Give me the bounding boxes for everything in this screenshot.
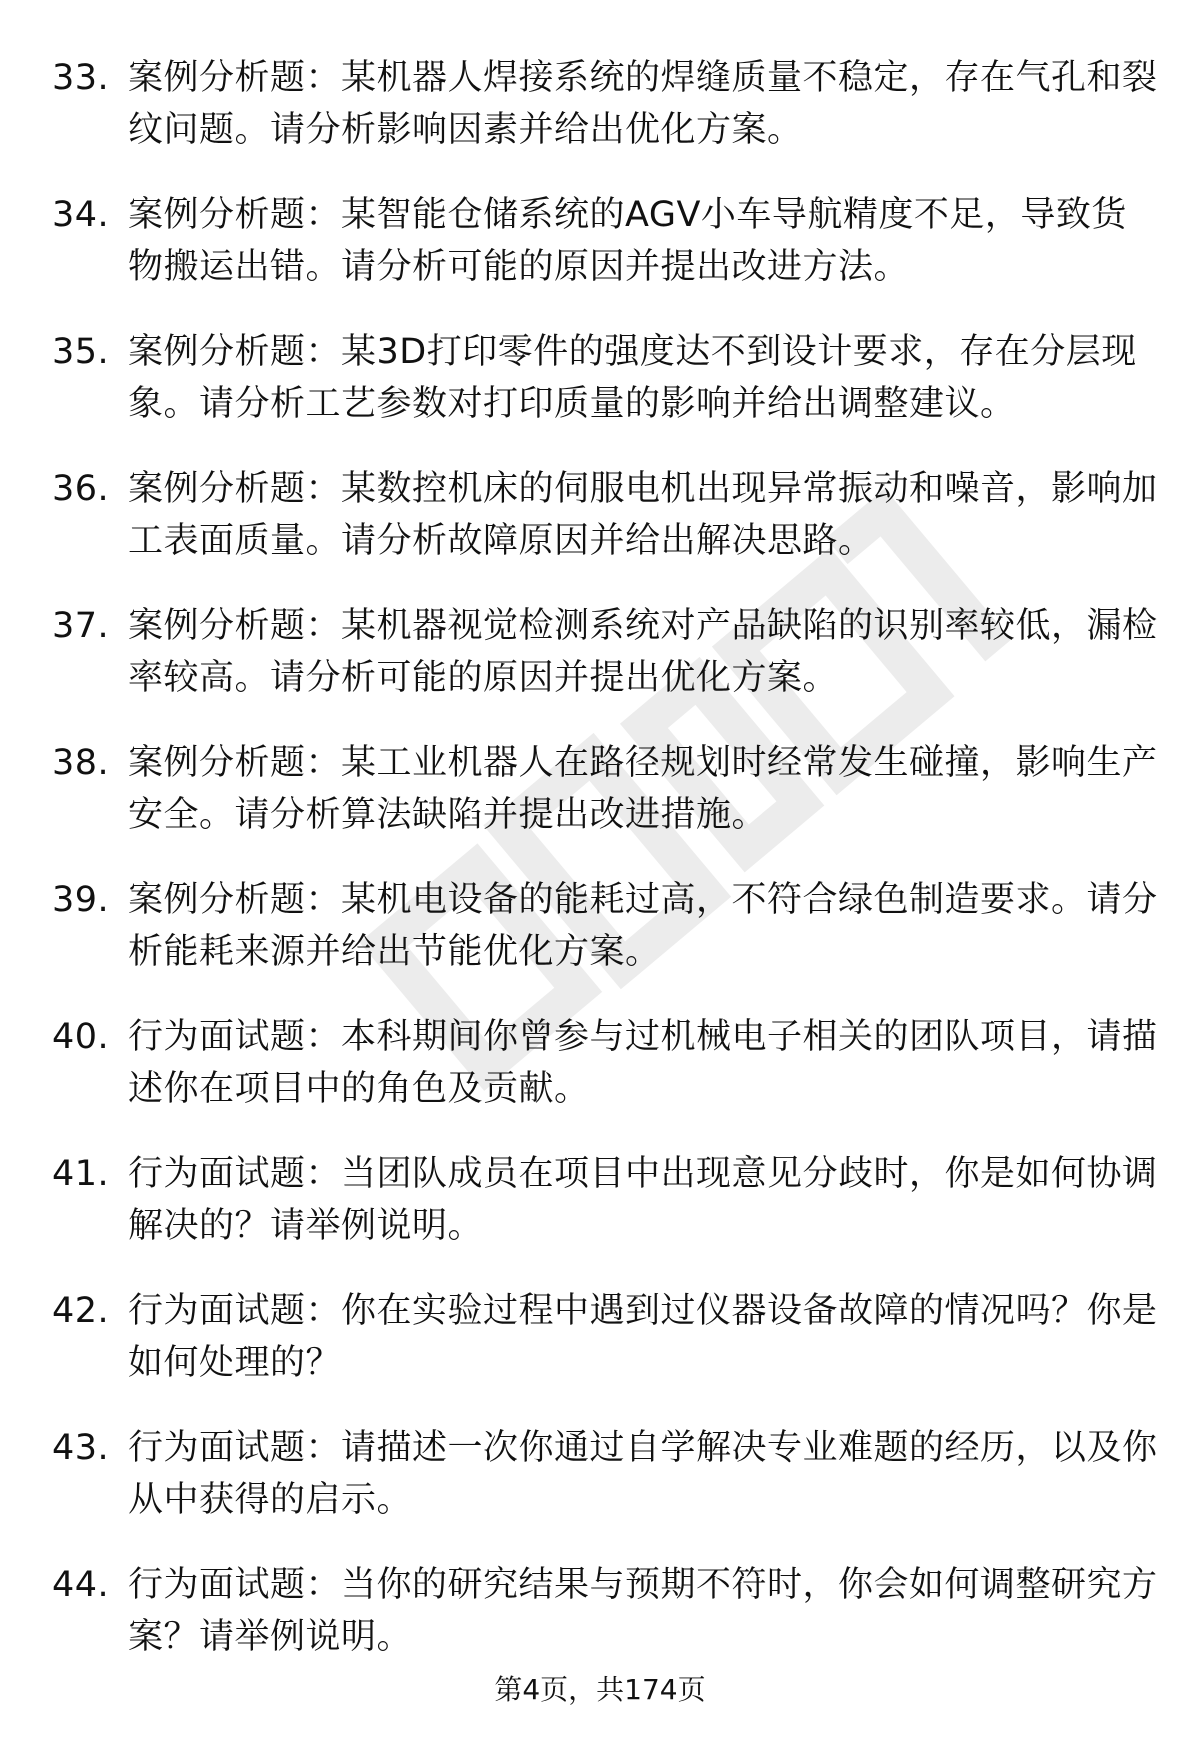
question-text: 行为面试题：请描述一次你通过自学解决专业难题的经历，以及你从中获得的启示。	[128, 1428, 1158, 1520]
page-number-label: 第4页，共174页	[494, 1673, 706, 1706]
question-text: 行为面试题：当你的研究结果与预期不符时，你会如何调整研究方案？请举例说明。	[128, 1565, 1158, 1657]
question-number: 40.	[52, 1017, 110, 1057]
question-number: 44.	[52, 1565, 110, 1605]
question-number: 39.	[52, 880, 110, 920]
question-text: 行为面试题：当团队成员在项目中出现意见分歧时，你是如何协调解决的？请举例说明。	[128, 1154, 1158, 1246]
question-text: 案例分析题：某智能仓储系统的AGV小车导航精度不足，导致货物搬运出错。请分析可能的原因并提出改进方法。	[128, 195, 1127, 287]
question-number: 35.	[52, 332, 110, 372]
question-number: 36.	[52, 469, 110, 509]
question-item	[52, 1559, 1162, 1663]
question-item	[52, 737, 1162, 841]
question-number: 37.	[52, 606, 110, 646]
question-number: 43.	[52, 1428, 110, 1468]
question-text: 案例分析题：某数控机床的伺服电机出现异常振动和噪音，影响加工表面质量。请分析故障原因并给出解决思路。	[128, 469, 1158, 561]
question-item	[52, 463, 1162, 567]
page-footer	[0, 1670, 1200, 1710]
question-item	[52, 1285, 1162, 1389]
question-item	[52, 600, 1162, 704]
question-number: 42.	[52, 1291, 110, 1331]
question-text: 案例分析题：某机器视觉检测系统对产品缺陷的识别率较低，漏检率较高。请分析可能的原因并提出优化方案。	[128, 606, 1158, 698]
question-number: 41.	[52, 1154, 110, 1194]
question-item	[52, 1422, 1162, 1526]
question-item	[52, 326, 1162, 430]
question-text: 行为面试题：本科期间你曾参与过机械电子相关的团队项目，请描述你在项目中的角色及贡献。	[128, 1017, 1158, 1109]
question-text: 案例分析题：某工业机器人在路径规划时经常发生碰撞，影响生产安全。请分析算法缺陷并提出改进措施。	[128, 743, 1158, 835]
question-item	[52, 52, 1162, 156]
question-list	[52, 52, 1162, 1696]
question-number: 33.	[52, 58, 110, 98]
question-item	[52, 1148, 1162, 1252]
question-number: 34.	[52, 195, 110, 235]
question-text: 案例分析题：某3D打印零件的强度达不到设计要求，存在分层现象。请分析工艺参数对打印质量的影响并给出调整建议。	[128, 332, 1137, 424]
question-item	[52, 189, 1162, 293]
question-text: 案例分析题：某机器人焊接系统的焊缝质量不稳定，存在气孔和裂纹问题。请分析影响因素并给出优化方案。	[128, 58, 1158, 150]
question-item	[52, 874, 1162, 978]
question-text: 行为面试题：你在实验过程中遇到过仪器设备故障的情况吗？你是如何处理的？	[128, 1291, 1158, 1383]
question-text: 案例分析题：某机电设备的能耗过高，不符合绿色制造要求。请分析能耗来源并给出节能优化方案。	[128, 880, 1158, 972]
question-item	[52, 1011, 1162, 1115]
question-number: 38.	[52, 743, 110, 783]
